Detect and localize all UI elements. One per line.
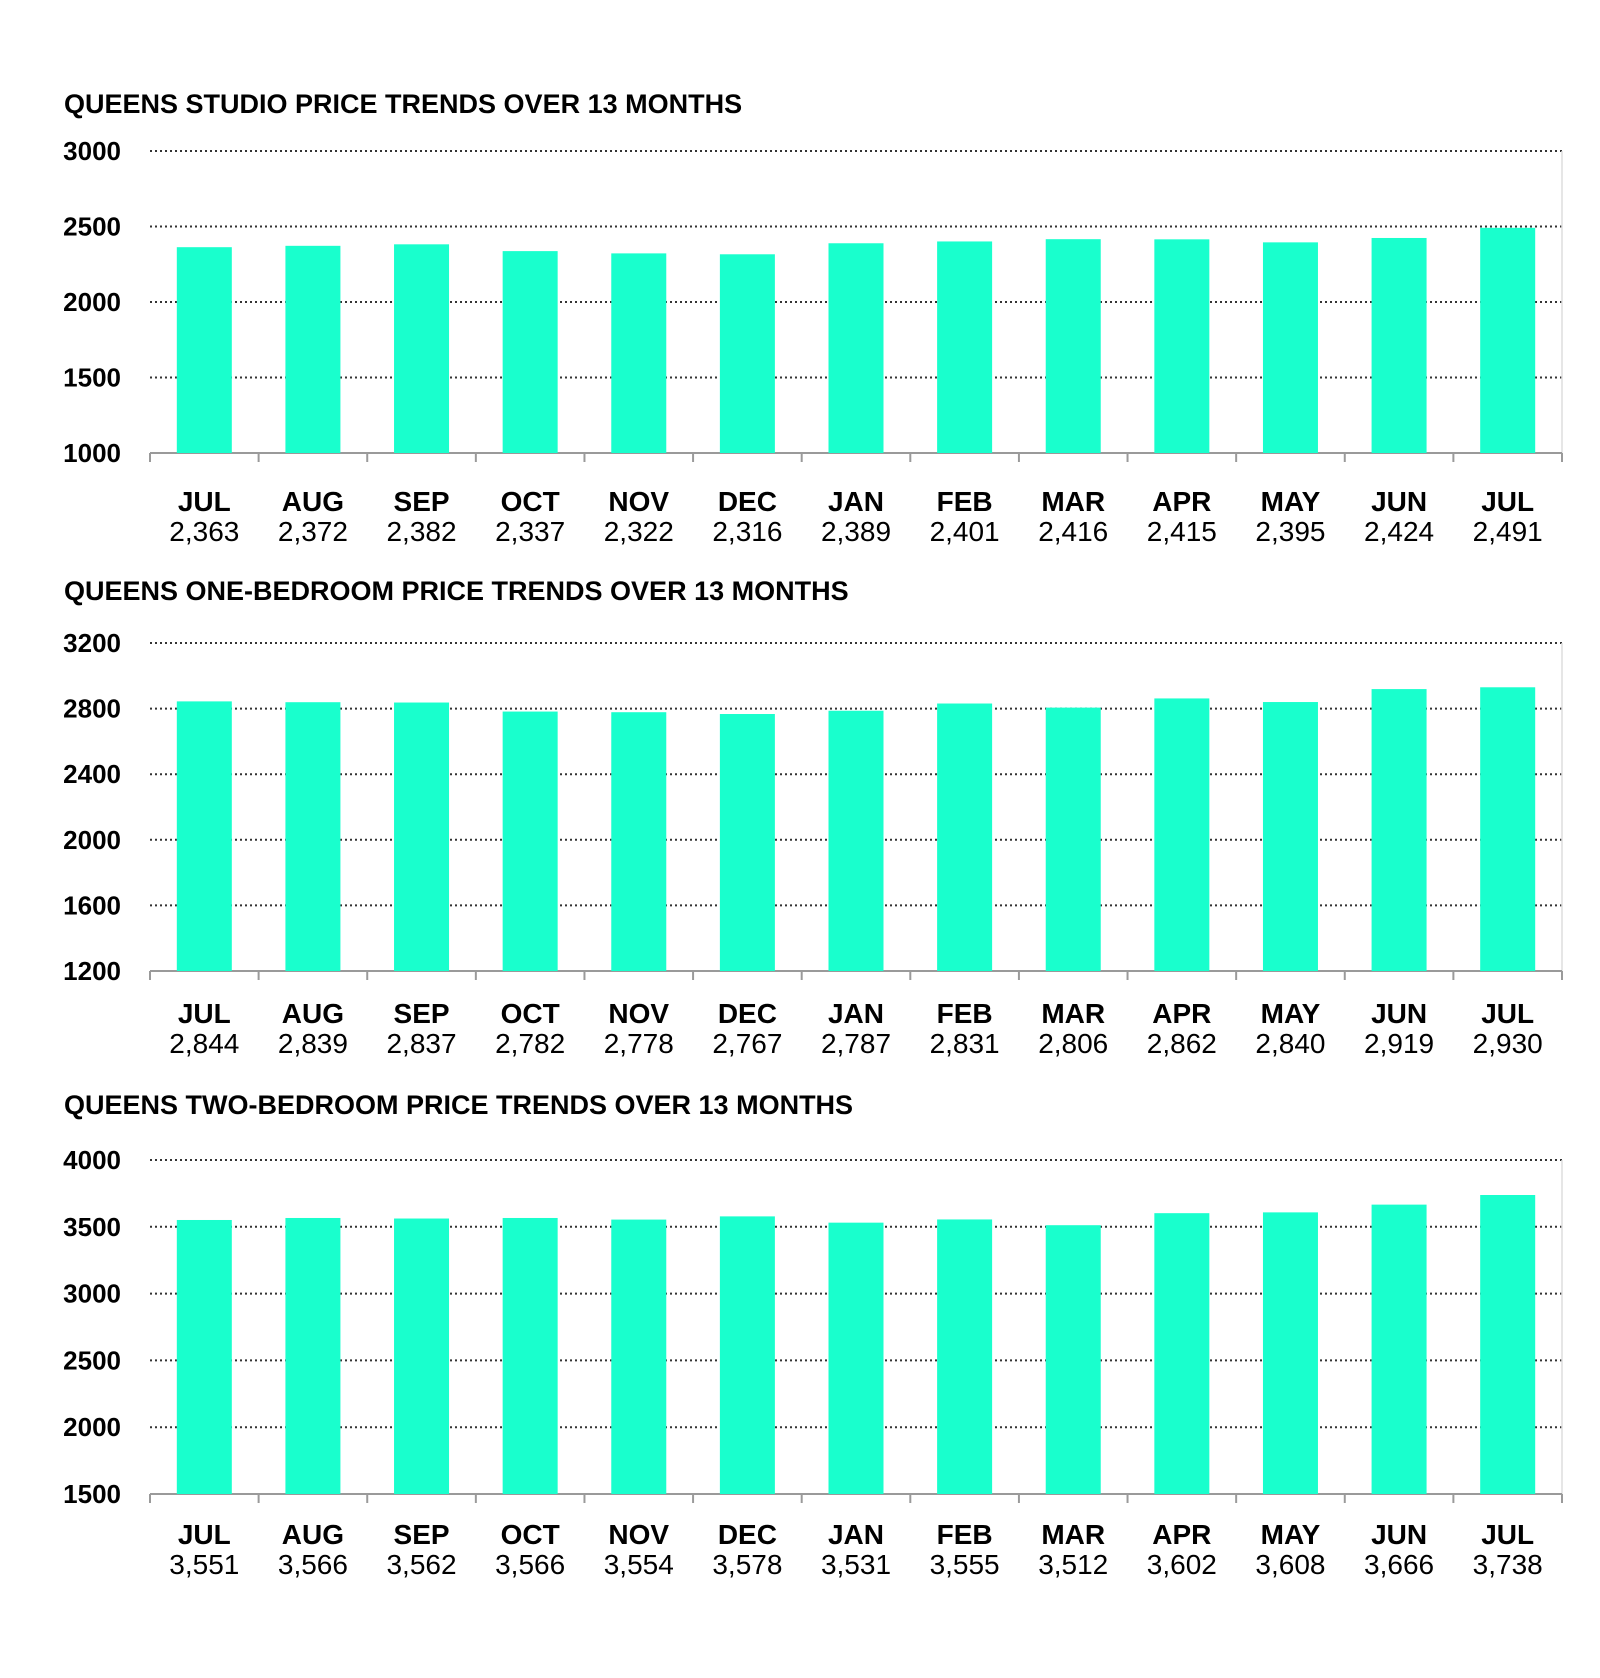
bar (937, 1219, 992, 1494)
bar (937, 704, 992, 971)
bar (503, 251, 558, 453)
x-tick-label: DEC (717, 486, 777, 517)
bar (829, 243, 884, 453)
x-tick-label: AUG (281, 998, 345, 1029)
data-label: 3,551 (169, 1549, 240, 1580)
data-label: 3,602 (1146, 1549, 1217, 1580)
y-tick-label: 3000 (63, 1278, 121, 1309)
x-tick-label: JAN (827, 486, 885, 517)
bar (1372, 1205, 1427, 1494)
data-label: 2,778 (603, 1028, 674, 1059)
data-label: 3,738 (1472, 1549, 1543, 1580)
x-tick-label: FEB (936, 486, 993, 517)
bar (1046, 1225, 1101, 1494)
bar (177, 1220, 232, 1494)
bar (1263, 1212, 1318, 1494)
data-label: 3,566 (495, 1549, 566, 1580)
bar (285, 246, 340, 453)
x-tick-label: MAR (1041, 486, 1106, 517)
x-tick-label: JUL (177, 486, 231, 517)
data-label: 2,840 (1255, 1028, 1326, 1059)
bar (829, 711, 884, 971)
bar (1372, 689, 1427, 971)
bar (394, 1219, 449, 1494)
x-tick-label: MAY (1260, 486, 1321, 517)
y-tick-label: 1000 (63, 438, 121, 468)
data-label: 2,491 (1472, 516, 1543, 547)
data-label: 3,608 (1255, 1549, 1326, 1580)
data-label: 2,806 (1038, 1028, 1109, 1059)
x-tick-label: NOV (608, 998, 670, 1029)
bar (937, 241, 992, 453)
data-label: 2,767 (712, 1028, 783, 1059)
data-label: 2,382 (386, 516, 457, 547)
bar (1154, 698, 1209, 971)
bar (285, 1218, 340, 1494)
data-label: 3,512 (1038, 1549, 1109, 1580)
bar (285, 702, 340, 971)
chart-3 (63, 1090, 1562, 1580)
x-tick-label: NOV (608, 486, 670, 517)
bar (1046, 239, 1101, 453)
y-tick-label: 2500 (63, 1345, 121, 1376)
y-tick-label: 3200 (63, 628, 121, 658)
x-tick-label: APR (1152, 998, 1212, 1029)
bar (1480, 687, 1535, 971)
bar (611, 253, 666, 453)
bar (394, 244, 449, 453)
data-label: 2,395 (1255, 516, 1326, 547)
y-tick-label: 1600 (63, 890, 121, 921)
x-tick-label: DEC (717, 1519, 777, 1550)
x-tick-label: DEC (717, 998, 777, 1029)
y-tick-label: 3500 (63, 1211, 121, 1242)
x-tick-label: FEB (936, 998, 993, 1029)
x-tick-label: JUN (1371, 998, 1428, 1029)
x-tick-label: JUL (177, 1519, 231, 1550)
y-tick-label: 2500 (63, 211, 121, 242)
bar (720, 1216, 775, 1494)
x-tick-label: MAY (1260, 998, 1321, 1029)
x-tick-label: NOV (608, 1519, 670, 1550)
x-tick-label: SEP (393, 998, 450, 1029)
data-label: 3,555 (929, 1549, 1000, 1580)
bar (394, 703, 449, 971)
data-label: 2,839 (277, 1028, 348, 1059)
data-label: 2,424 (1364, 516, 1435, 547)
bar (611, 712, 666, 971)
bar (829, 1223, 884, 1494)
data-label: 3,531 (820, 1549, 892, 1580)
data-label: 2,337 (495, 516, 566, 547)
x-tick-label: MAR (1041, 998, 1106, 1029)
chart-title: QUEENS STUDIO PRICE TRENDS OVER 13 MONTHS (64, 89, 743, 119)
x-tick-label: JAN (827, 998, 885, 1029)
x-tick-label: SEP (393, 486, 450, 517)
data-label: 2,862 (1146, 1028, 1217, 1059)
data-label: 3,578 (712, 1549, 783, 1580)
data-label: 2,415 (1146, 516, 1217, 547)
bar (177, 701, 232, 971)
x-tick-label: AUG (281, 486, 345, 517)
bar (1263, 242, 1318, 453)
data-label: 2,837 (386, 1028, 457, 1059)
y-tick-label: 2000 (63, 1412, 121, 1443)
bar (1372, 238, 1427, 453)
bar (720, 254, 775, 453)
x-tick-label: OCT (500, 998, 560, 1029)
bar (1046, 708, 1101, 971)
y-tick-label: 2000 (63, 287, 121, 317)
data-label: 2,416 (1038, 516, 1109, 547)
data-label: 2,389 (820, 516, 892, 547)
data-label: 3,666 (1364, 1549, 1435, 1580)
chart-title: QUEENS TWO-BEDROOM PRICE TRENDS OVER 13 MONTHS (64, 1090, 854, 1120)
data-label: 2,831 (929, 1028, 1000, 1059)
y-tick-label: 2400 (63, 759, 121, 790)
x-tick-label: JUN (1371, 1519, 1428, 1550)
bar (503, 712, 558, 971)
data-label: 2,372 (277, 516, 348, 547)
x-tick-label: JUL (1481, 998, 1535, 1029)
y-tick-label: 1500 (63, 1479, 121, 1509)
x-tick-label: APR (1152, 1519, 1212, 1550)
x-tick-label: JUL (1481, 1519, 1535, 1550)
data-label: 2,363 (169, 516, 240, 547)
data-label: 2,316 (712, 516, 783, 547)
x-tick-label: OCT (500, 1519, 560, 1550)
data-label: 2,322 (603, 516, 674, 547)
bar (1154, 1213, 1209, 1494)
bar (1480, 1195, 1535, 1494)
data-label: 2,919 (1364, 1028, 1435, 1059)
data-label: 3,554 (603, 1549, 674, 1580)
x-tick-label: APR (1152, 486, 1212, 517)
y-tick-label: 2800 (63, 693, 121, 724)
x-tick-label: MAY (1260, 1519, 1321, 1550)
x-tick-label: FEB (936, 1519, 993, 1550)
x-tick-label: SEP (393, 1519, 450, 1550)
chart-title: QUEENS ONE-BEDROOM PRICE TRENDS OVER 13 MONTHS (64, 576, 849, 606)
data-label: 2,401 (929, 516, 1000, 547)
bar (611, 1220, 666, 1494)
data-label: 2,787 (820, 1028, 892, 1059)
bar (1154, 239, 1209, 453)
x-tick-label: MAR (1041, 1519, 1106, 1550)
x-tick-label: JUL (1481, 486, 1535, 517)
data-label: 2,844 (169, 1028, 240, 1059)
bar (1480, 228, 1535, 453)
y-tick-label: 4000 (63, 1145, 121, 1175)
y-tick-label: 1200 (63, 956, 121, 986)
y-tick-label: 1500 (63, 362, 121, 393)
x-tick-label: AUG (281, 1519, 345, 1550)
x-tick-label: JAN (827, 1519, 885, 1550)
y-tick-label: 2000 (63, 824, 121, 855)
x-tick-label: JUN (1371, 486, 1428, 517)
chart-1 (63, 89, 1562, 547)
x-tick-label: JUL (177, 998, 231, 1029)
x-tick-label: OCT (500, 486, 560, 517)
y-tick-label: 3000 (63, 136, 121, 166)
data-label: 2,930 (1472, 1028, 1543, 1059)
data-label: 3,566 (277, 1549, 348, 1580)
bar (503, 1218, 558, 1494)
data-label: 3,562 (386, 1549, 457, 1580)
chart-2 (63, 576, 1562, 1059)
bar (720, 714, 775, 971)
data-label: 2,782 (495, 1028, 566, 1059)
bar (1263, 702, 1318, 971)
bar (177, 247, 232, 453)
